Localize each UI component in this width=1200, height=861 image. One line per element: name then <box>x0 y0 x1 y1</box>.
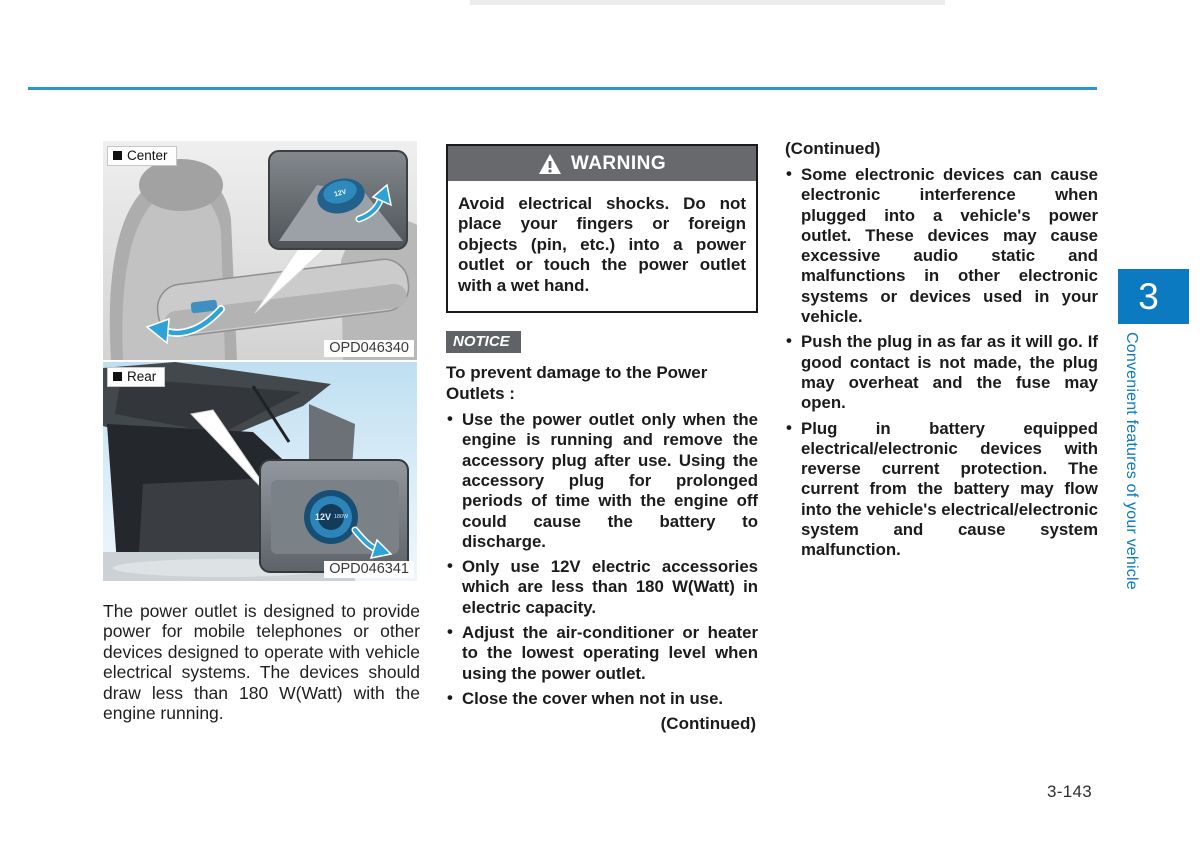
chapter-tab <box>1118 269 1189 324</box>
rear-outlet-illustration <box>103 362 417 581</box>
middle-column <box>446 144 758 734</box>
continuation-bullet-list <box>785 165 1098 561</box>
right-column <box>785 139 1098 566</box>
chapter-number: 3 <box>1138 275 1159 317</box>
figure-center-outlet <box>103 141 417 360</box>
top-edge-artifact <box>470 0 945 5</box>
page-number: 3-143 <box>1047 782 1092 801</box>
header-rule <box>28 87 1097 90</box>
rear-outlet-cap-text: 12V <box>314 512 332 522</box>
continuation-bullet-item: • Push the plug in as far as it will go. If good contact is not made, the plug may overheat and the fuse may open. <box>785 332 1098 413</box>
continuation-heading: (Continued) <box>785 139 881 158</box>
notice-bullet-item: • Close the cover when not in use. <box>446 689 758 709</box>
continued-marker: (Continued) <box>660 714 756 734</box>
square-bullet-icon <box>113 151 122 160</box>
figure-code-rear: OPD046341 <box>324 561 414 578</box>
figure-label-text: Center <box>127 148 168 163</box>
warning-box <box>446 144 758 313</box>
rear-outlet-cap-subtext: 180W <box>333 514 349 520</box>
notice-bullet-list <box>446 410 758 709</box>
figure-label-center <box>107 146 177 166</box>
figure-rear-outlet <box>103 362 417 581</box>
notice-bullet-item: • Use the power outlet only when the engine is running and remove the accessory plug after use. Using the accessory plug for prolonged periods of time with the engine off could cause the battery to discharge. <box>446 410 758 552</box>
warning-header <box>448 146 756 181</box>
warning-triangle-icon <box>538 153 562 175</box>
continuation-bullet-item: • Plug in battery equipped electrical/electronic devices with reverse current protection. The current from the battery may flow into the vehicle's electrical/electronic system and cause system malfunction. <box>785 419 1098 561</box>
warning-title: WARNING <box>570 152 667 174</box>
chapter-title-vertical: Convenient features of your vehicle <box>1123 332 1140 590</box>
center-outlet-cap-text: 12V <box>333 188 348 199</box>
square-bullet-icon <box>113 372 122 381</box>
notice-badge: NOTICE <box>446 331 521 353</box>
warning-body: Avoid electrical shocks. Do not place your fingers or foreign objects (pin, etc.) into a power outlet or touch the power outlet with a wet hand. <box>458 194 746 295</box>
continuation-bullet-item: • Some electronic devices can cause electronic interference when plugged into a vehicle's power outlet. These devices may cause excessive audio static and malfunctions in other electronic systems or devices used in your vehicle. <box>785 165 1098 327</box>
center-outlet-illustration <box>103 141 417 360</box>
figure-label-rear <box>107 367 165 387</box>
notice-bullet-item: • Only use 12V electric accessories which are less than 180 W(Watt) in electric capacity. <box>446 557 758 618</box>
notice-intro: To prevent damage to the Power Outlets : <box>446 363 708 403</box>
figure-label-text: Rear <box>127 369 157 384</box>
notice-bullet-item: • Adjust the air-conditioner or heater to the lowest operating level when using the power outlet. <box>446 623 758 684</box>
intro-paragraph: The power outlet is designed to provide power for mobile telephones or other devices designed to operate with vehicle electrical systems. The devices should draw less than 180 W(Watt) with the engine running. <box>103 600 420 724</box>
figure-code-center: OPD046340 <box>324 340 414 357</box>
